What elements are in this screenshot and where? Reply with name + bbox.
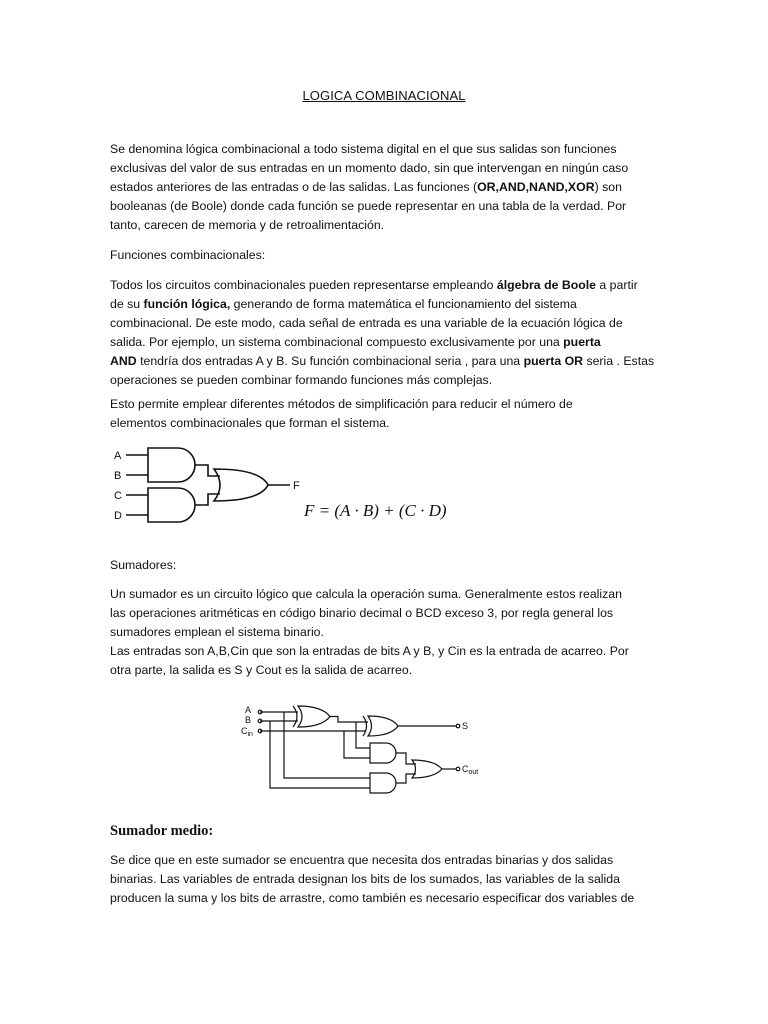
p2-line-4-text: salida. Por ejemplo, un sistema combinacional compuesto exclusivamente por una: [110, 335, 564, 349]
and-or-circuit-diagram: [110, 442, 490, 532]
p3-line-1: Esto permite emplear diferentes métodos de simplificación para reducir el número de: [110, 397, 573, 411]
link-and[interactable]: AND: [110, 354, 137, 368]
heading-funciones: Funciones combinacionales:: [110, 248, 266, 262]
input-label-cin: $C_{in}$: [241, 726, 253, 738]
p2-line-6: operaciones se pueden combinar formando funciones más complejas.: [110, 373, 493, 387]
p2-line-5: [110, 352, 658, 371]
paragraph-simplificacion: [110, 395, 658, 433]
or-gate: [214, 469, 268, 501]
p4-line-3: sumadores emplean el sistema binario.: [110, 625, 324, 639]
input-label-d: D: [114, 510, 122, 522]
intro-line-3-end: ) son: [594, 180, 622, 194]
input-label-a: A: [114, 450, 122, 462]
input-label-b: B: [114, 470, 122, 482]
p2-line-2-text: generando de forma matemática el funcionamiento del sistema: [230, 297, 577, 311]
input-label-b: B: [245, 715, 252, 725]
p2-line-2: [110, 295, 658, 314]
link-algebra-boole[interactable]: álgebra de Boole: [496, 278, 596, 292]
intro-line-3-text: estados anteriores de las entradas o de las salidas. Las funciones (: [110, 180, 478, 194]
intro-paragraph: [110, 140, 658, 235]
and-gate-lower: [370, 773, 396, 793]
or-gate-carry: [412, 760, 442, 778]
paragraph-sumador-medio: [110, 851, 658, 908]
intro-line-1: Se denomina lógica combinacional a todo sistema digital en el que sus salidas son funciones: [110, 142, 617, 156]
input-label-c: C: [114, 490, 122, 502]
p2-line-4: [110, 333, 658, 352]
p4-line-2: las operaciones aritméticas en código binario decimal o BCD exceso 3, por regla general los: [110, 606, 614, 620]
heading-sumador-medio: Sumador medio:: [110, 823, 214, 839]
link-funcion-logica[interactable]: función lógica,: [143, 297, 231, 311]
p2-line-5-end: seria . Estas: [583, 354, 655, 368]
paragraph-sumadores: [110, 585, 658, 680]
output-label-s: S: [462, 721, 469, 731]
paragraph-funciones: [110, 276, 658, 390]
document-title: LOGICA COMBINACIONAL: [302, 88, 466, 103]
input-label-a: A: [245, 705, 252, 715]
p2-line-3: combinacional. De este modo, cada señal de entrada es una variable de la ecuación lógica de: [110, 316, 623, 330]
p3-line-2: elementos combinacionales que forman el sistema.: [110, 416, 390, 430]
p2-line-1-end: a partir: [596, 278, 638, 292]
boolean-formula: F = (A · B) + (C · D): [304, 501, 447, 520]
and-gate-upper: [370, 743, 396, 763]
intro-bold-functions: OR,AND,NAND,XOR: [477, 180, 595, 194]
link-puerta[interactable]: puerta: [563, 335, 601, 349]
xor-gate-2: [368, 716, 398, 736]
full-adder-circuit-diagram: [238, 698, 498, 798]
p2-line-1: [110, 276, 658, 295]
p2-line-1-text: Todos los circuitos combinacionales pueden representarse empleando: [110, 278, 497, 292]
intro-line-3: [110, 178, 658, 197]
p2-line-2-start: de su: [110, 297, 144, 311]
p5-line-1: Se dice que en este sumador se encuentra que necesita dos entradas binarias y dos salidas: [110, 853, 614, 867]
link-puerta-or[interactable]: puerta OR: [523, 354, 584, 368]
p4-line-5: otra parte, la salida es S y Cout es la salida de acarreo.: [110, 663, 413, 677]
output-label-f: F: [293, 480, 300, 492]
p4-line-4: Las entradas son A,B,Cin que son la entradas de bits A y B, y Cin es la entrada de acarreo. Por: [110, 644, 629, 658]
and-gate-1: [148, 448, 195, 482]
xor-gate-1: [298, 706, 330, 727]
p4-line-1: Un sumador es un circuito lógico que calcula la operación suma. Generalmente estos realizan: [110, 587, 622, 601]
p2-line-5-text: tendría dos entradas A y B. Su función combinacional seria , para una: [136, 354, 524, 368]
and-gate-2: [148, 488, 195, 522]
intro-line-4: booleanas (de Boole) donde cada función se puede representar en una tabla de la verdad. Por: [110, 199, 627, 213]
p5-line-2: binarias. Las variables de entrada designan los bits de los sumados, las variables de la salida: [110, 872, 620, 886]
output-label-cout: $C_{out}$: [462, 764, 479, 776]
intro-line-5: tanto, carecen de memoria y de retroalimentación.: [110, 218, 385, 232]
intro-line-2: exclusivas del valor de sus entradas en un momento dado, sin que intervengan en ningún caso: [110, 161, 629, 175]
heading-sumadores: Sumadores:: [110, 558, 177, 572]
p5-line-3: producen la suma y los bits de arrastre, como también es necesario especificar dos variables de: [110, 891, 635, 905]
